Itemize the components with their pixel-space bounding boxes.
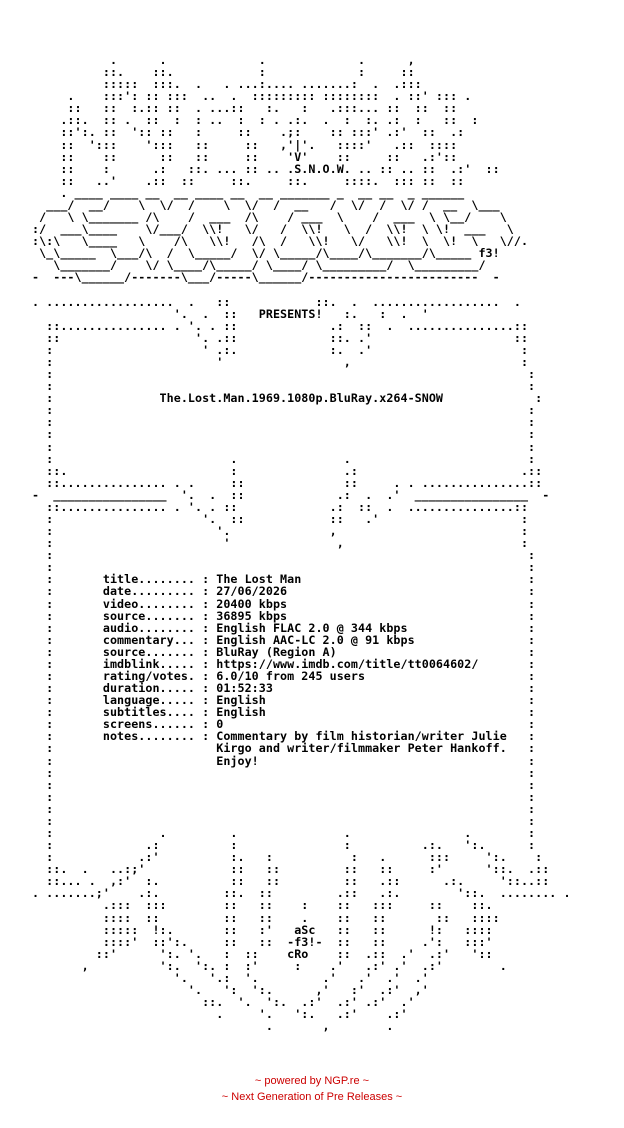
nfo-ascii-art: . . . . , ::. ::. : : :: ::::: :::. . . ...:.... .......: . .::: . :::': :: ::: .. . ::::::::: :::::::: . ::' ::: . :: :: :.:: :: . ...:: :. : .:::... :: :: :: .::. :: . :: : : .. : : . .:. . : :. .: : :: : ::':. :: ':: :: : :: .;: :: :::' .:' :: .: :: '::: '::: :: :: ,'|'. ::::' .:: :::: :: :: :: :: :: 'V' :: :: .:':: :: : .: ::. ... :: .. .S.N.O.W. .. :: .. :: .:' :: :: ..' .:: :: ::. ::. ::::. ::: :: :: . ____ ____ __ __ ____ __ __ _______ _ __ __ _ ______ ___/ __/ \ \/ / \ \/ / __ / \/ / \/ / __ \___ / \ \_______ /\ / ___ /\ / ___ \ / ___ \ \__/ \ :/ ___\____ \/___/ \\! \/ / \\! \ / \\! \ \! ___ \ :\:\ \____ \ /\ \\! /\ / \\! \/ \\! \ \! \ \//. \_\_____ \___/\ / \_____/ \/ \_____/\____/\_______/\_____ f3! \_______/ \/ \____/\_____/ \____/ \_________/ \_________/ - ---\______/-------\___/-----\______/------------------------ - . .................. . :: ::. . .................. . '. . :: PRESENTS! :. : . ' ::............... . '. . :: .: :: . ...............:: :: '. .:: ::. .' :: : ' .:. :. .' : : ' , : : : : : : The.Lost.Man.1969.1080p.BluRay.x264-SNOW : : : : : : : : : : . . : ::. : .: .:: ::............... . . :: :: . . ...............:: - ________________ '. . :: .: . .' ________________ - ::............... . '. . :: .: :: . ...............:: : '. :: :: .' : : '. , : : ' , : : : : : : title........ : The Lost Man : : date......... : 27/06/2026 : : video........ : 20400 kbps : : source....... : 36895 kbps : : audio........ : English FLAC 2.0 @ 344 kbps : : commentary... : English AAC-LC 2.0 @ 91 kbps : : source....... : BluRay (Region A) : : imdblink..... : https://www.imdb.com/title/tt0064602/ : : rating/votes. : 6.0/10 from 245 users : : duration..... : 01:52:33 : : language..... : English : : subtitles.... : English : : screens...... : 0 : : notes........ : Commentary by film historian/writer Julie : : Kirgo and writer/filmmaker Peter Hankoff. : : Enjoy! : : : : : : : : : : : : . . . . : : .: : : .:. ':. : : .:' :. : : . ::: ':. : ::. . ..:;' :: :: :: :: :' '::. .:: ::... . ,:' :. :: :: :: .:: .:. '::..:: . .......;' .:. ::. :: .:: .:. '::. ........ . .::: ::: :: :: : :: ::: :: ::. :::: :: :: :: . :: :: :: :::: ::::: !:. :: :' aSc :: :: !: :::: ::::' ::':. :: :: -f3!- :: :: .': :::' ::' ':. '. : :: cRo :: .:: .' .:' ':: , ':. ':. : :' : .' .:' .' .:' . '. '.: '. .' .' .' .' '. ': ':. ,' :' .:' ,' ::. '. ':. .:' .:' .:' .' . '. ':. .:' .:' . , . [32,53,571,1034]
footer [0,1074,624,1105]
footer-tagline: ~ Next Generation of Pre Releases ~ [221,1090,403,1103]
footer-powered-by[interactable]: ~ powered by NGP.re ~ [254,1075,370,1087]
